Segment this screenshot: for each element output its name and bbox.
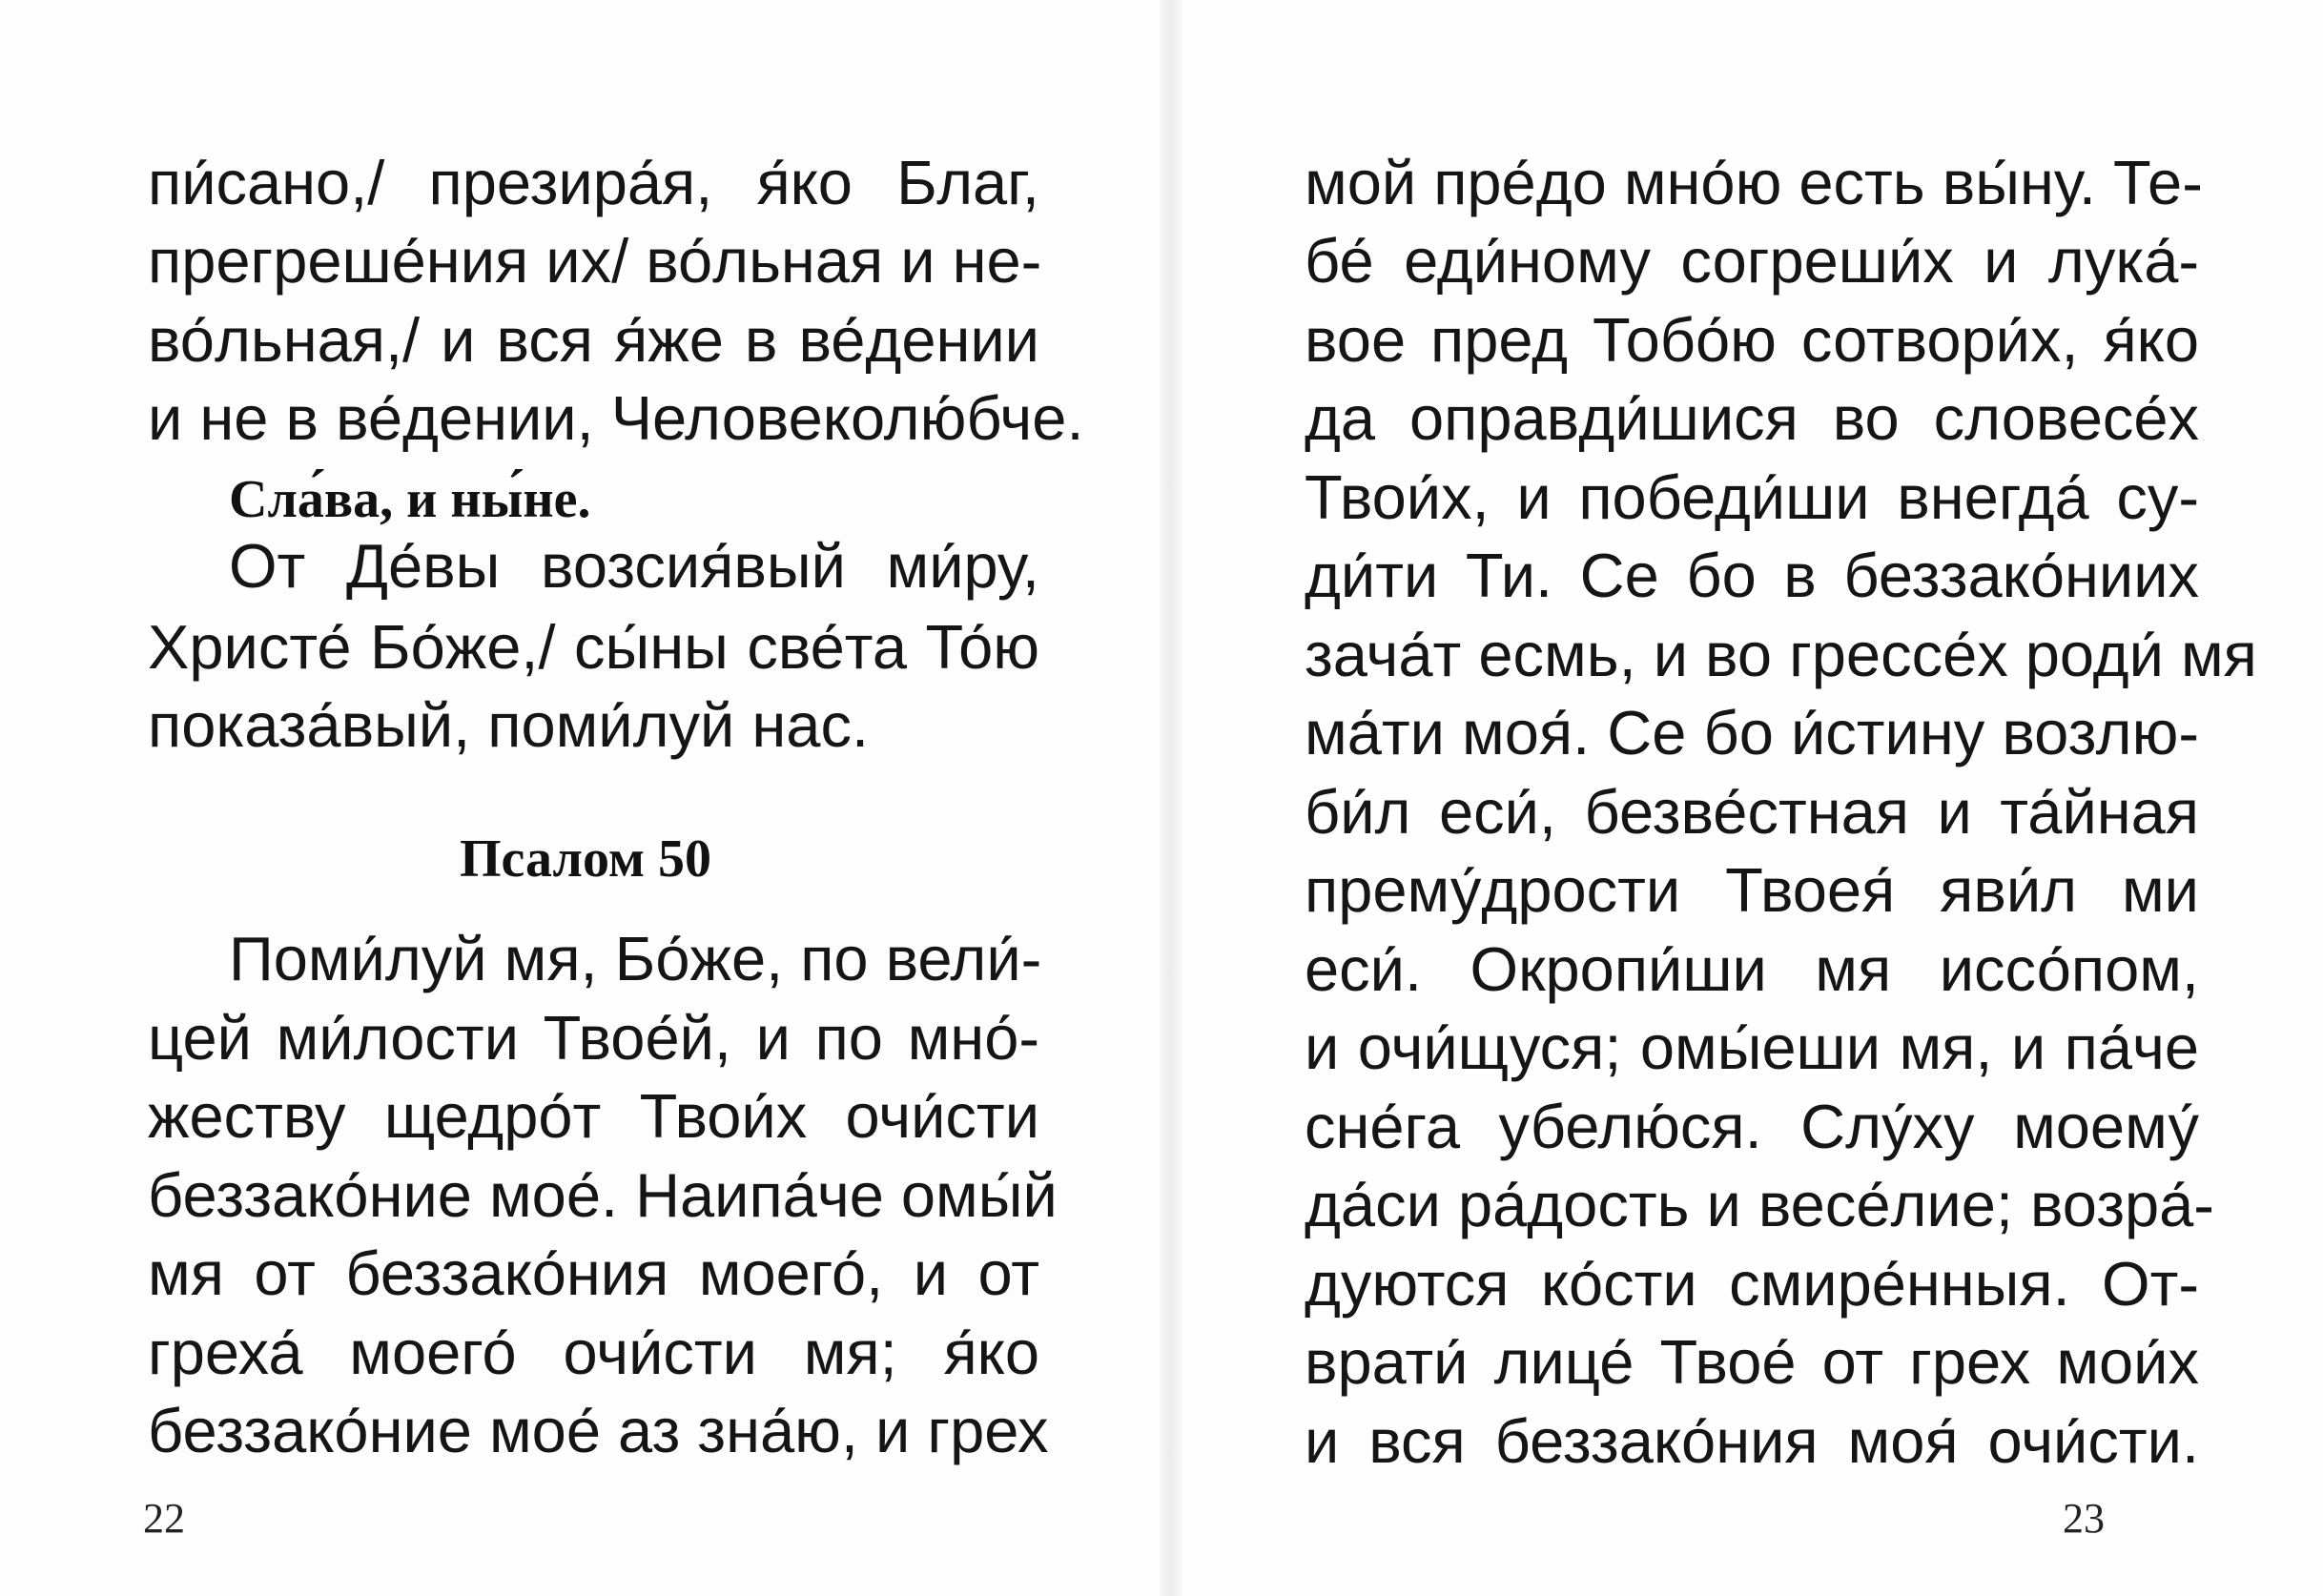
right-page (1171, 0, 2323, 1596)
text-line: Поми́луй мя, Бо́же, по вели́- (229, 924, 1042, 993)
text-line: ма́ти моя́. Се бо и́стину возлю- (1305, 698, 2199, 767)
psalm-heading: Псалом 50 (459, 829, 712, 889)
text-line: и очи́щуся; омы́еши мя, и па́че (1305, 1013, 2199, 1082)
text-line: да́си ра́дость и весе́лие; возра́- (1305, 1170, 2214, 1239)
text-line: би́л еси́, безве́стная и та́йная (1305, 777, 2199, 847)
text-line: цей ми́лости Твое́й, и по мно́- (148, 1003, 1039, 1073)
text-line: зача́т есмь, и во грессе́х роди́ мя (1305, 620, 2257, 689)
section-heading-slava: Сла́ва, и ны́не. (229, 470, 591, 529)
text-line: беззако́ние мое́ аз зна́ю, и грех (148, 1396, 1049, 1465)
text-line: греха́ моего́ очи́сти мя; я́ко (148, 1318, 1039, 1387)
text-line: показа́вый, поми́луй нас. (148, 690, 870, 760)
text-line: Христе́ Бо́же,/ сы́ны све́та То́ю (148, 612, 1039, 682)
text-line: беззако́ние мое́. Наипа́че омы́й (148, 1160, 1058, 1230)
text-line: вое пред Тобо́ю сотвори́х, я́ко (1305, 305, 2199, 375)
text-line: От Де́вы возсия́вый ми́ру, (229, 531, 1039, 601)
text-line: и вся беззако́ния моя́ очи́сти. (1305, 1406, 2199, 1476)
text-line: и не в ве́дении, Человеколю́бче. (148, 383, 1084, 453)
text-line: прегреше́ния их/ во́льная и не- (148, 226, 1042, 296)
page-number-right: 23 (2063, 1495, 2105, 1542)
text-line: ди́ти Ти. Се бо в беззако́ниих (1305, 541, 2199, 610)
text-line: дуются ко́сти смире́нныя. От- (1305, 1249, 2199, 1319)
text-line: сне́га убелю́ся. Слу́ху моему́ (1305, 1092, 2199, 1161)
text-line: прему́дрости Твоея́ яви́л ми (1305, 855, 2199, 925)
text-line: еси́. Окропи́ши мя иссо́пом, (1305, 934, 2199, 1004)
text-line: жеству щедро́т Твои́х очи́сти (148, 1081, 1039, 1151)
text-line: да оправди́шися во словесе́х (1305, 383, 2199, 453)
text-line: мя от беззако́ния моего́, и от (148, 1238, 1039, 1308)
page-number-left: 22 (143, 1495, 185, 1542)
text-line: бе́ еди́ному согреши́х и лука́- (1305, 226, 2199, 296)
text-line: Твои́х, и победи́ши внегда́ су- (1305, 462, 2199, 532)
text-line: пи́сано,/ презира́я, я́ко Благ, (148, 148, 1039, 217)
text-line: мой пре́до мно́ю есть вы́ну. Те- (1305, 148, 2203, 217)
text-line: врати́ лице́ Твое́ от грех мои́х (1305, 1327, 2199, 1397)
text-line: во́льная,/ и вся я́же в ве́дении (148, 305, 1039, 375)
